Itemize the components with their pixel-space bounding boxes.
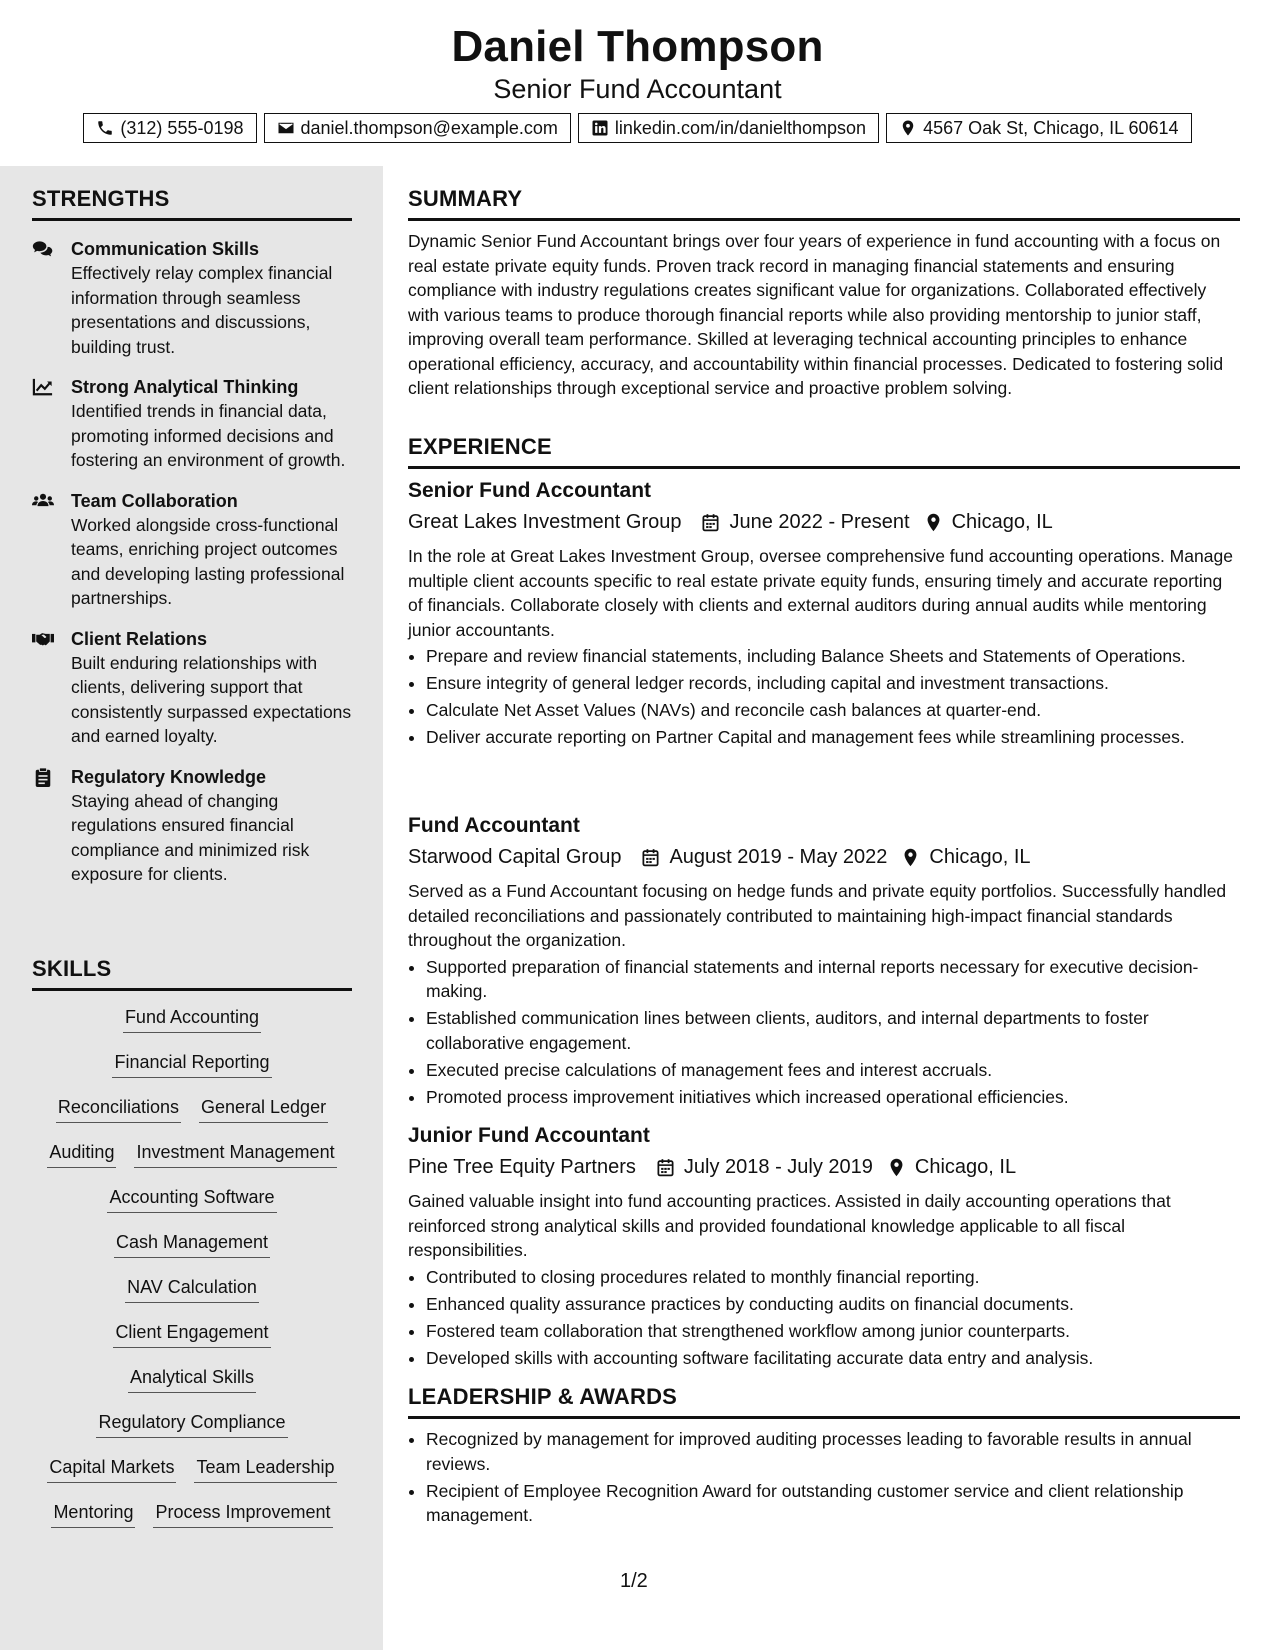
strength-item (32, 627, 352, 749)
list-item: • Developed skills with accounting software facilitating accurate data entry and analysis. (426, 1346, 1240, 1371)
linkedin-icon (591, 119, 609, 137)
skill-row (32, 1455, 352, 1500)
skills-section (32, 956, 352, 1545)
skill-tag: Analytical Skills (128, 1365, 256, 1393)
skill-row (32, 1365, 352, 1410)
job-location: Chicago, IL (951, 511, 1053, 533)
leadership-heading: LEADERSHIP & AWARDS (408, 1384, 1240, 1419)
strength-description: Effectively relay complex financial information through seamless presentations and discussions, building trust. (71, 263, 333, 357)
job-company: Great Lakes Investment Group (408, 511, 682, 533)
list-item: • Supported preparation of financial statements and internal reports necessary for executive decision-making. (426, 955, 1240, 1004)
list-item: • Ensure integrity of general ledger records, including capital and investment transactions. (426, 671, 1240, 696)
strength-title: Team Collaboration (71, 490, 238, 511)
strength-title: Regulatory Knowledge (71, 766, 267, 787)
page-number: 1/2 (620, 1570, 648, 1592)
job-description: In the role at Great Lakes Investment Group, oversee comprehensive fund accounting operations. Manage multiple client accounts specific to real estate private equity funds, ensuring timely and accurate reporting of financials. Collaborate closely with clients and external auditors during annual audits while mentoring junior accountants. (408, 546, 1233, 640)
skill-tag: Regulatory Compliance (96, 1410, 287, 1438)
job-meta (408, 508, 1240, 536)
calendar-icon (641, 848, 660, 867)
calendar-icon (656, 1158, 675, 1177)
skill-row (32, 1500, 352, 1545)
skill-tag: Reconciliations (56, 1095, 181, 1123)
skill-row (32, 1005, 352, 1050)
summary-text: Dynamic Senior Fund Accountant brings over four years of experience in fund accounting with a focus on real estate private equity funds. Proven track record in managing financial statements and ensuring compliance with industry regulations creates significant value for organizations. Collaborated effectively with various teams to produce thorough financial reports while also providing mentorship to junior staff, improving overall team performance. Skilled at leveraging technical accounting principles to enhance operational efficiency, accuracy, and accountability within financial processes. Dedicated to fostering solid client relationships through exceptional service and proactive problem solving. (408, 231, 1224, 398)
list-item: • Recognized by management for improved auditing processes leading to favorable results in annual reviews. (426, 1427, 1240, 1476)
strength-title: Communication Skills (71, 239, 260, 259)
skill-row (32, 1095, 352, 1140)
experience-heading: EXPERIENCE (408, 434, 1240, 469)
list-item: • Promoted process improvement initiatives which increased operational efficiencies. (426, 1085, 1240, 1110)
candidate-title: Senior Fund Accountant (493, 74, 782, 104)
skill-row (32, 1275, 352, 1320)
strength-description: Built enduring relationships with clients, delivering support that consistently surpassed expectations and earned loyalty. (71, 652, 352, 746)
skill-row (32, 1230, 352, 1275)
job-dates: July 2018 - July 2019 (683, 1156, 873, 1178)
users-icon (32, 491, 54, 511)
skill-row (32, 1050, 352, 1095)
job-bullets (408, 644, 1240, 750)
skills-list (32, 1005, 352, 1545)
summary-section (408, 186, 1240, 401)
strength-item (32, 489, 352, 611)
skill-row (32, 1140, 352, 1185)
list-item: • Fostered team collaboration that strengthened workflow among junior counterparts. (426, 1319, 1240, 1344)
strength-description: Identified trends in financial data, promoting informed decisions and fostering an environment of growth. (71, 401, 346, 470)
job-company: Starwood Capital Group (408, 846, 622, 868)
skills-heading: SKILLS (32, 956, 352, 991)
strengths-heading: STRENGTHS (32, 186, 352, 221)
skill-tag: Investment Management (134, 1140, 336, 1168)
contact-bar (0, 113, 1275, 143)
location-pin-icon (924, 513, 943, 532)
skill-tag: Client Engagement (113, 1320, 270, 1348)
experience-section (408, 434, 1240, 469)
list-item: • Enhanced quality assurance practices by conducting audits on financial documents. (426, 1292, 1240, 1317)
list-item: • Executed precise calculations of management fees and interest accruals. (426, 1058, 1240, 1083)
strength-description: Staying ahead of changing regulations ensured financial compliance and minimized risk exposure for clients. (71, 790, 310, 884)
skill-tag: Accounting Software (107, 1185, 276, 1213)
skill-tag: Fund Accounting (123, 1005, 261, 1033)
list-item: • Deliver accurate reporting on Partner Capital and management fees while streamlining processes. (426, 725, 1240, 750)
job-bullets (408, 1265, 1240, 1371)
strength-item (32, 375, 352, 473)
job-description: Served as a Fund Accountant focusing on hedge funds and private equity portfolios. Successfully handled detailed reconciliations and passionately contributed to maintaining high-impact financial standards throughout the organization. (408, 881, 1227, 950)
skill-tag: Auditing (47, 1140, 116, 1168)
job-dates: June 2022 - Present (729, 511, 910, 533)
job-meta (408, 1153, 1240, 1181)
skill-tag: General Ledger (199, 1095, 328, 1123)
calendar-icon (701, 513, 720, 532)
contact-phone-text: (312) 555-0198 (120, 117, 244, 138)
list-item: • Calculate Net Asset Values (NAVs) and reconcile cash balances at quarter-end. (426, 698, 1240, 723)
skill-row (32, 1410, 352, 1455)
job-entry (408, 1122, 1240, 1373)
list-item: • Prepare and review financial statements, including Balance Sheets and Statements of Operations. (426, 644, 1240, 669)
job-entry (408, 477, 1240, 752)
list-item: • Established communication lines between clients, auditors, and internal departments to foster collaborative engagement. (426, 1006, 1240, 1055)
skill-tag: Mentoring (51, 1500, 135, 1528)
job-title: Fund Accountant (408, 814, 580, 837)
strength-title: Client Relations (71, 628, 208, 649)
skill-row (32, 1320, 352, 1365)
skill-tag: Team Leadership (194, 1455, 336, 1483)
clipboard-icon (32, 767, 54, 787)
contact-address-text: 4567 Oak St, Chicago, IL 60614 (923, 117, 1179, 138)
handshake-icon (32, 629, 54, 649)
sidebar (0, 166, 383, 1650)
location-pin-icon (887, 1158, 906, 1177)
job-location: Chicago, IL (929, 846, 1031, 868)
phone-icon (96, 119, 114, 137)
location-pin-icon (899, 119, 917, 137)
chart-line-icon (32, 377, 54, 397)
contact-email[interactable] (264, 113, 571, 143)
job-title: Junior Fund Accountant (408, 1124, 650, 1147)
strength-item (32, 765, 352, 887)
leadership-bullets (408, 1427, 1240, 1528)
job-dates: August 2019 - May 2022 (669, 846, 888, 868)
job-meta (408, 843, 1240, 871)
envelope-icon (277, 119, 295, 137)
comments-icon (32, 239, 54, 259)
contact-linkedin-text: linkedin.com/in/danielthompson (614, 117, 867, 138)
contact-address[interactable] (886, 113, 1192, 143)
job-description: Gained valuable insight into fund accounting practices. Assisted in daily accounting operations that reinforced strong analytical skills and provided foundational knowledge applicable to all fiscal responsibilities. (408, 1191, 1171, 1260)
list-item: • Contributed to closing procedures related to monthly financial reporting. (426, 1265, 1240, 1290)
skill-tag: Financial Reporting (112, 1050, 271, 1078)
skill-row (32, 1185, 352, 1230)
strengths-section (32, 186, 352, 887)
strength-title: Strong Analytical Thinking (71, 377, 299, 397)
job-company: Pine Tree Equity Partners (408, 1156, 636, 1178)
job-title: Senior Fund Accountant (408, 479, 652, 502)
skill-tag: NAV Calculation (125, 1275, 259, 1303)
skill-tag: Process Improvement (153, 1500, 332, 1528)
contact-email-text: daniel.thompson@example.com (300, 117, 558, 138)
job-location: Chicago, IL (914, 1156, 1017, 1178)
leadership-section (408, 1384, 1240, 1530)
summary-heading: SUMMARY (408, 186, 1240, 221)
skill-tag: Cash Management (114, 1230, 270, 1258)
job-entry (408, 812, 1240, 1112)
contact-phone[interactable] (83, 113, 256, 143)
candidate-name: Daniel Thompson (451, 22, 824, 71)
location-pin-icon (901, 848, 920, 867)
skill-tag: Capital Markets (47, 1455, 176, 1483)
contact-linkedin[interactable] (578, 113, 879, 143)
list-item: • Recipient of Employee Recognition Award for outstanding customer service and client relationship management. (426, 1479, 1240, 1528)
job-bullets (408, 955, 1240, 1110)
strength-item (32, 237, 352, 359)
strength-description: Worked alongside cross-functional teams, enriching project outcomes and developing lasting professional partnerships. (71, 514, 345, 608)
